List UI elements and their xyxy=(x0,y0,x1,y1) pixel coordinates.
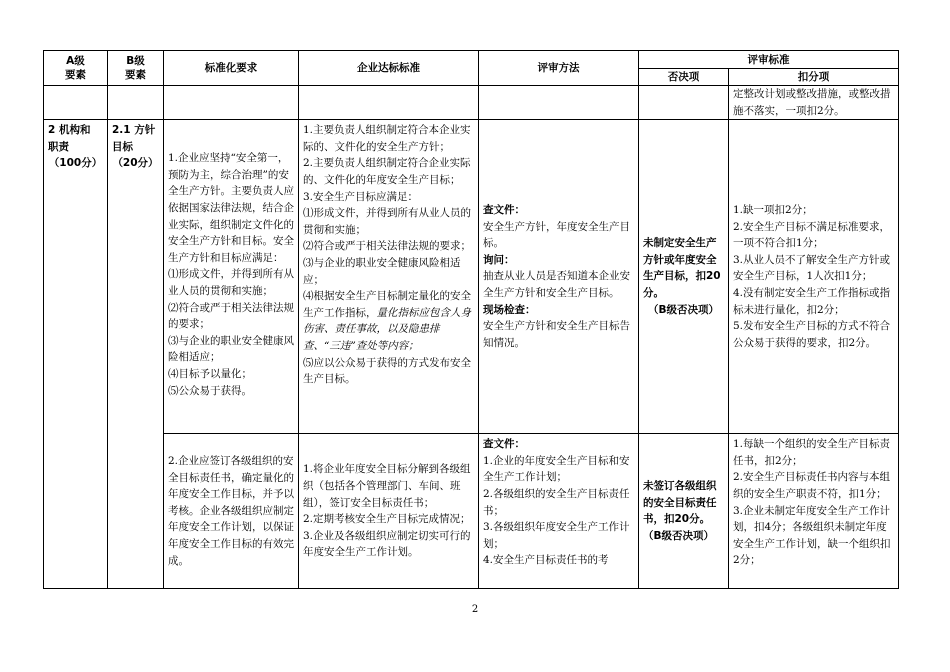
method-cell: 查文件： 安全生产方针，年度安全生产目标。 询问： 抽查从业人员是否知道本企业安全生产方针和安全生产目标。 现场检查： 安全生产方针和安全生产目标告知情况。 xyxy=(479,120,639,434)
veto-cell: 未签订各级组织的安全目标责任书，扣20分。 （B级否决项） xyxy=(639,434,729,589)
b-element-cell: 2.1 方针 目标 （20分） xyxy=(108,120,164,589)
table-row xyxy=(44,120,899,434)
safety-standard-table xyxy=(43,50,899,589)
carryover-deduct: 定整改计划或整改措施，或整改措施不落实，一项扣2分。 xyxy=(729,86,899,120)
page-number: 2 xyxy=(471,604,479,615)
standard-cell: 1.将企业年度安全目标分解到各级组织（包括各个管理部门、车间、班组），签订安全目标责任书； 2.定期考核安全生产目标完成情况； 3.企业及各级组织应制定切实可行的年度安全生产工作计划。 xyxy=(299,434,479,589)
header-requirement: 标准化要求 xyxy=(164,51,299,86)
header-b-element: B级 要素 xyxy=(108,51,164,86)
standard-cell: 1.主要负责人组织制定符合本企业实际的、文件化的安全生产方针； 2.主要负责人组织制定符合企业实际的、文件化的年度安全生产目标； 3.安全生产目标应满足： ⑴形成文件，并得到所有从业人员的贯彻和实施； ⑵符合或严于相关法律法规的要求； ⑶与企业的职业安全健康风险相适应； ⑷根据安全生产目标制定量化的安全生产工作指标，量化指标应包含人身伤害、责任事故，以及隐患排查、“三违”查处等内容； ⑸应以公众易于获得的方式发布安全生产目标。 xyxy=(299,120,479,434)
deduct-cell: 1.缺一项扣2分； 2.安全生产目标不满足标准要求，一项不符合扣1分； 3.从业人员不了解安全生产方针或安全生产目标，1人次扣1分； 4.没有制定安全生产工作指标或指标未进行量化，扣2分； 5.发布安全生产目标的方式不符合公众易于获得的要求，扣2分。 xyxy=(729,120,899,434)
header-veto: 否决项 xyxy=(639,69,729,86)
carryover-row xyxy=(44,86,899,120)
table-row xyxy=(44,434,899,589)
deduct-cell: 1.每缺一个组织的安全生产目标责任书，扣2分； 2.安全生产目标责任书内容与本组织的安全生产职责不符，扣1分； 3.企业未制定年度安全生产工作计划，扣4分；各级组织未制定年度安全生产工作计划，缺一个组织扣2分； xyxy=(729,434,899,589)
header-standard: 企业达标标准 xyxy=(299,51,479,86)
a-element-cell: 2 机构和 职责 （100分） xyxy=(44,120,108,589)
header-criteria: 评审标准 xyxy=(639,51,899,69)
header-a-element: A级 要素 xyxy=(44,51,108,86)
header-method: 评审方法 xyxy=(479,51,639,86)
requirement-cell: 1.企业应坚持“安全第一，预防为主，综合治理”的安全生产方针。主要负责人应依据国家法律法规，结合企业实际，组织制定文件化的安全生产方针和目标。安全生产方针和目标应满足： ⑴形成文件，并得到所有从业人员的贯彻和实施； ⑵符合或严于相关法律法规的要求； ⑶与企业的职业安全健康风险相适应； ⑷目标予以量化； ⑸公众易于获得。 xyxy=(164,120,299,434)
requirement-cell: 2.企业应签订各级组织的安全目标责任书，确定量化的年度安全工作目标，并予以考核。企业各级组织应制定年度安全工作计划，以保证年度安全工作目标的有效完成。 xyxy=(164,434,299,589)
veto-cell: 未制定安全生产方针或年度安全生产目标，扣20分。 （B级否决项） xyxy=(639,120,729,434)
quantified-indicator-note: 量化指标应包含人身伤害、责任事故，以及隐患排查、“三违”查处等内容； xyxy=(303,306,471,352)
method-cell: 查文件： 1.企业的年度安全生产目标和安全生产工作计划； 2.各级组织的安全生产目标责任书； 3.各级组织年度安全生产工作计划； 4.安全生产目标责任书的考 xyxy=(479,434,639,589)
header-deduct: 扣分项 xyxy=(729,69,899,86)
